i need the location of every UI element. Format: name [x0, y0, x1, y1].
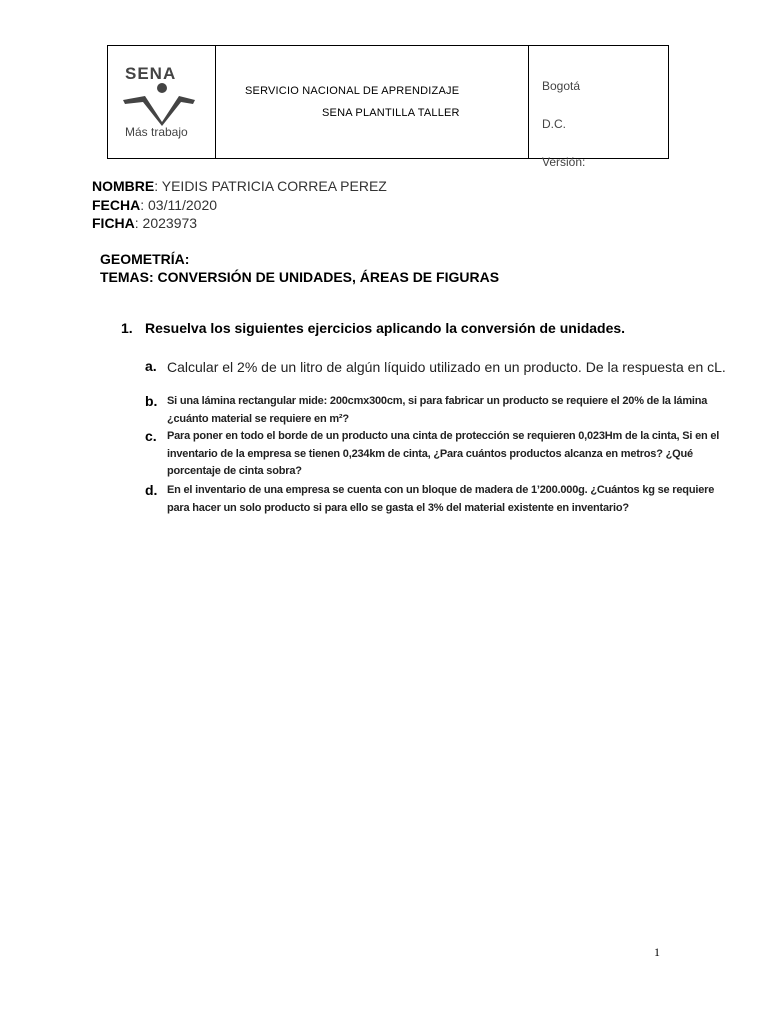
name-value: : YEIDIS PATRICIA CORREA PEREZ: [154, 178, 387, 194]
logo-cell: [108, 46, 216, 158]
ficha-field: [92, 215, 197, 231]
name-field: [92, 178, 387, 194]
item-label-d: d.: [145, 482, 158, 498]
version-label: Versión:: [542, 155, 586, 169]
header-table: [107, 45, 669, 169]
date-value: : 03/11/2020: [140, 197, 218, 213]
item-label-a: a.: [145, 358, 157, 374]
item-text-d: En el inventario de una empresa se cuenta con un bloque de madera de 1’200.000g. ¿Cuántos kg se requiere para hacer un solo producto si para ello se gasta el 3% del material existente en inventario?: [167, 484, 715, 514]
question-text: Resuelva los siguientes ejercicios aplicando la conversión de unidades.: [145, 320, 626, 336]
title-cell: [215, 46, 529, 158]
subject-title: GEOMETRÍA:: [100, 251, 190, 267]
logo-tagline: Más trabajo: [125, 125, 188, 139]
template-name: SENA PLANTILLA TALLER: [322, 107, 460, 119]
name-label: NOMBRE: [92, 178, 155, 194]
info-cell: [529, 46, 668, 169]
district: D.C.: [542, 117, 566, 131]
question-number: 1.: [121, 320, 133, 336]
item-label-c: c.: [145, 428, 157, 444]
ficha-label: FICHA: [92, 215, 135, 231]
ficha-value: : 2023973: [134, 215, 198, 231]
item-text-b: Si una lámina rectangular mide: 200cmx300cm, si para fabricar un producto se requiere el 20% de la lámina ¿cuánto material se requiere en m²?: [167, 395, 708, 425]
city: Bogotá: [542, 79, 581, 93]
page-number: 1: [654, 945, 660, 959]
sena-logo-wordmark: SENA: [125, 64, 177, 83]
subject-topics: TEMAS: CONVERSIÓN DE UNIDADES, ÁREAS DE FIGURAS: [100, 269, 500, 285]
item-label-b: b.: [145, 393, 158, 409]
item-text-a: Calcular el 2% de un litro de algún líquido utilizado en un producto. De la respuesta en cL.: [167, 359, 726, 375]
item-text-c: Para poner en todo el borde de un producto una cinta de protección se requieren 0,023Hm de la cinta, Si en el inventario de la empresa se tienen 0,234km de cinta, ¿Para cuántos productos alcanza en metros? ¿Qué porcentaje de cinta sobra?: [167, 430, 720, 477]
date-label: FECHA: [92, 197, 141, 213]
date-field: [92, 197, 217, 213]
sena-logo-icon: [121, 82, 197, 126]
institution-name: SERVICIO NACIONAL DE APRENDIZAJE: [245, 85, 460, 97]
